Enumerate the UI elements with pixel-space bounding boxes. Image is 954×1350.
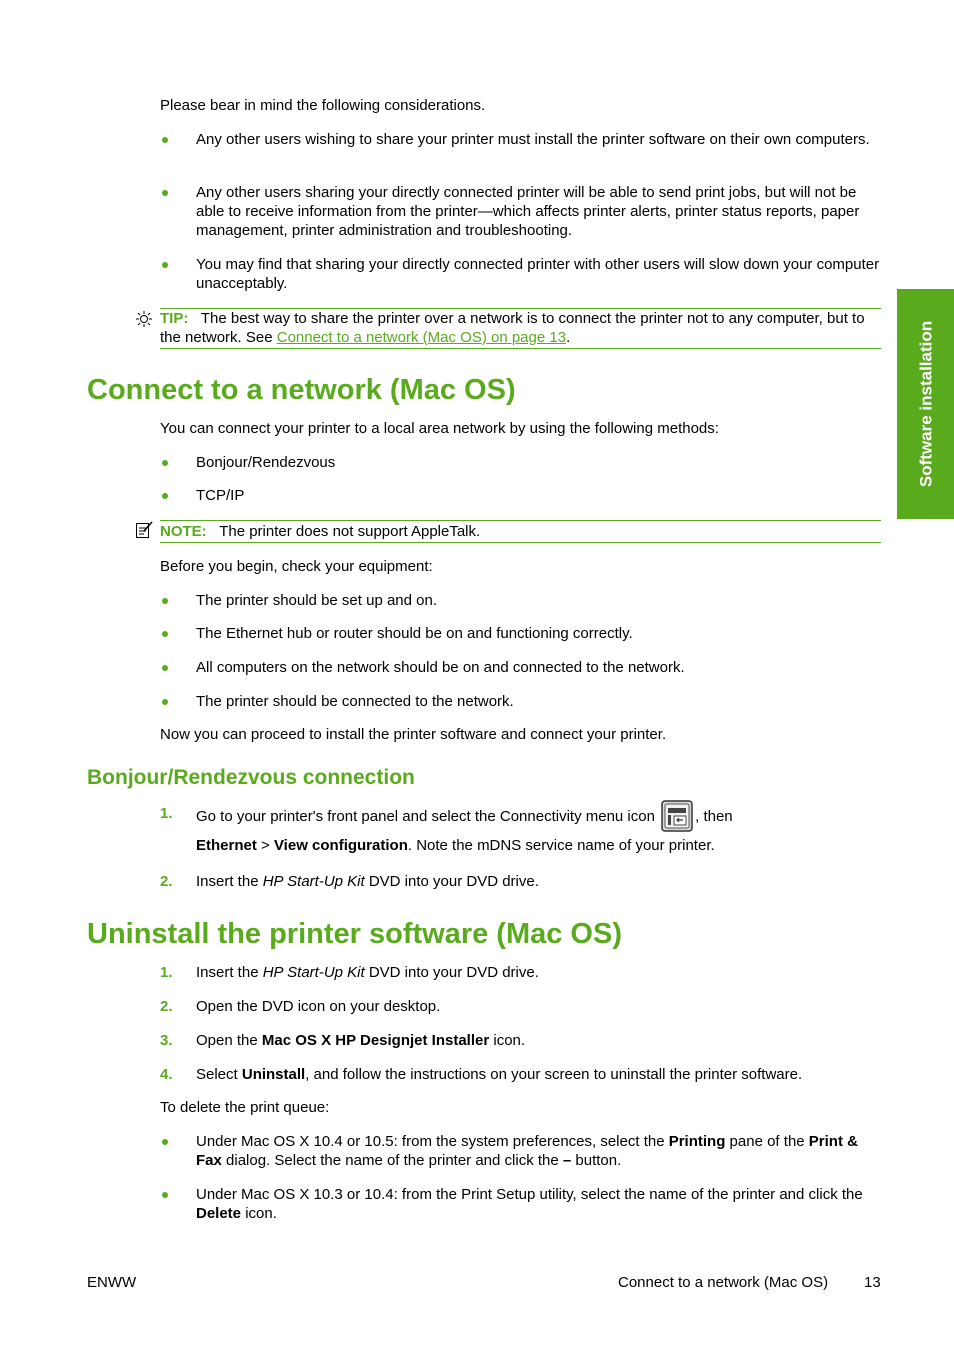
footer-left: ENWW (87, 1274, 137, 1291)
bullet-icon (162, 460, 168, 466)
lightbulb-icon (135, 310, 153, 333)
proceed-text: Now you can proceed to install the printer software and connect your printer. (160, 726, 667, 743)
bullet-icon (162, 598, 168, 604)
note-label: NOTE: (160, 523, 207, 540)
tip-callout: TIP: The best way to share the printer over a network is to connect the printer not to any computer, but to the network. See Connect to a network (Mac OS) on page 13. (160, 308, 881, 349)
note-callout (160, 520, 881, 543)
section-title-connect: Connect to a network (Mac OS) (87, 374, 516, 406)
connectivity-menu-icon (661, 800, 693, 832)
step-number: 2. (160, 998, 173, 1015)
bullet-icon (162, 1192, 168, 1198)
section-intro: You can connect your printer to a local area network by using the following methods: (160, 420, 719, 437)
tip-link[interactable]: Connect to a network (Mac OS) on page 13 (276, 329, 567, 346)
bullet-icon (162, 262, 168, 268)
queue-intro: To delete the print queue: (160, 1099, 330, 1116)
step-number: 1. (160, 805, 173, 822)
bullet-icon (162, 137, 168, 143)
section-title-uninstall: Uninstall the printer software (Mac OS) (87, 918, 622, 950)
intro-text: Please bear in mind the following considerations. (160, 97, 486, 114)
side-tab-label: Software installation (916, 320, 935, 488)
note-text: The printer does not support AppleTalk. (219, 523, 481, 540)
bullet-icon (162, 493, 168, 499)
footer-section: Connect to a network (Mac OS) (618, 1274, 829, 1291)
step-number: 4. (160, 1066, 173, 1083)
check-intro: Before you begin, check your equipment: (160, 558, 433, 575)
step-number: 2. (160, 873, 173, 890)
subsection-title: Bonjour/Rendezvous connection (87, 766, 415, 789)
bullet-icon (162, 1139, 168, 1145)
step-number: 3. (160, 1032, 173, 1049)
step-number: 1. (160, 964, 173, 981)
page-number: 13 (864, 1274, 881, 1291)
bullet-icon (162, 699, 168, 705)
tip-label: TIP: (160, 310, 189, 327)
bullet-icon (162, 665, 168, 671)
note-icon (135, 521, 153, 544)
bullet-icon (162, 631, 168, 637)
side-tab (897, 289, 954, 519)
tip-text: The best way to share the printer over a network is to connect the printer not to any computer, but to the network. See (160, 310, 865, 346)
bullet-icon (162, 190, 168, 196)
